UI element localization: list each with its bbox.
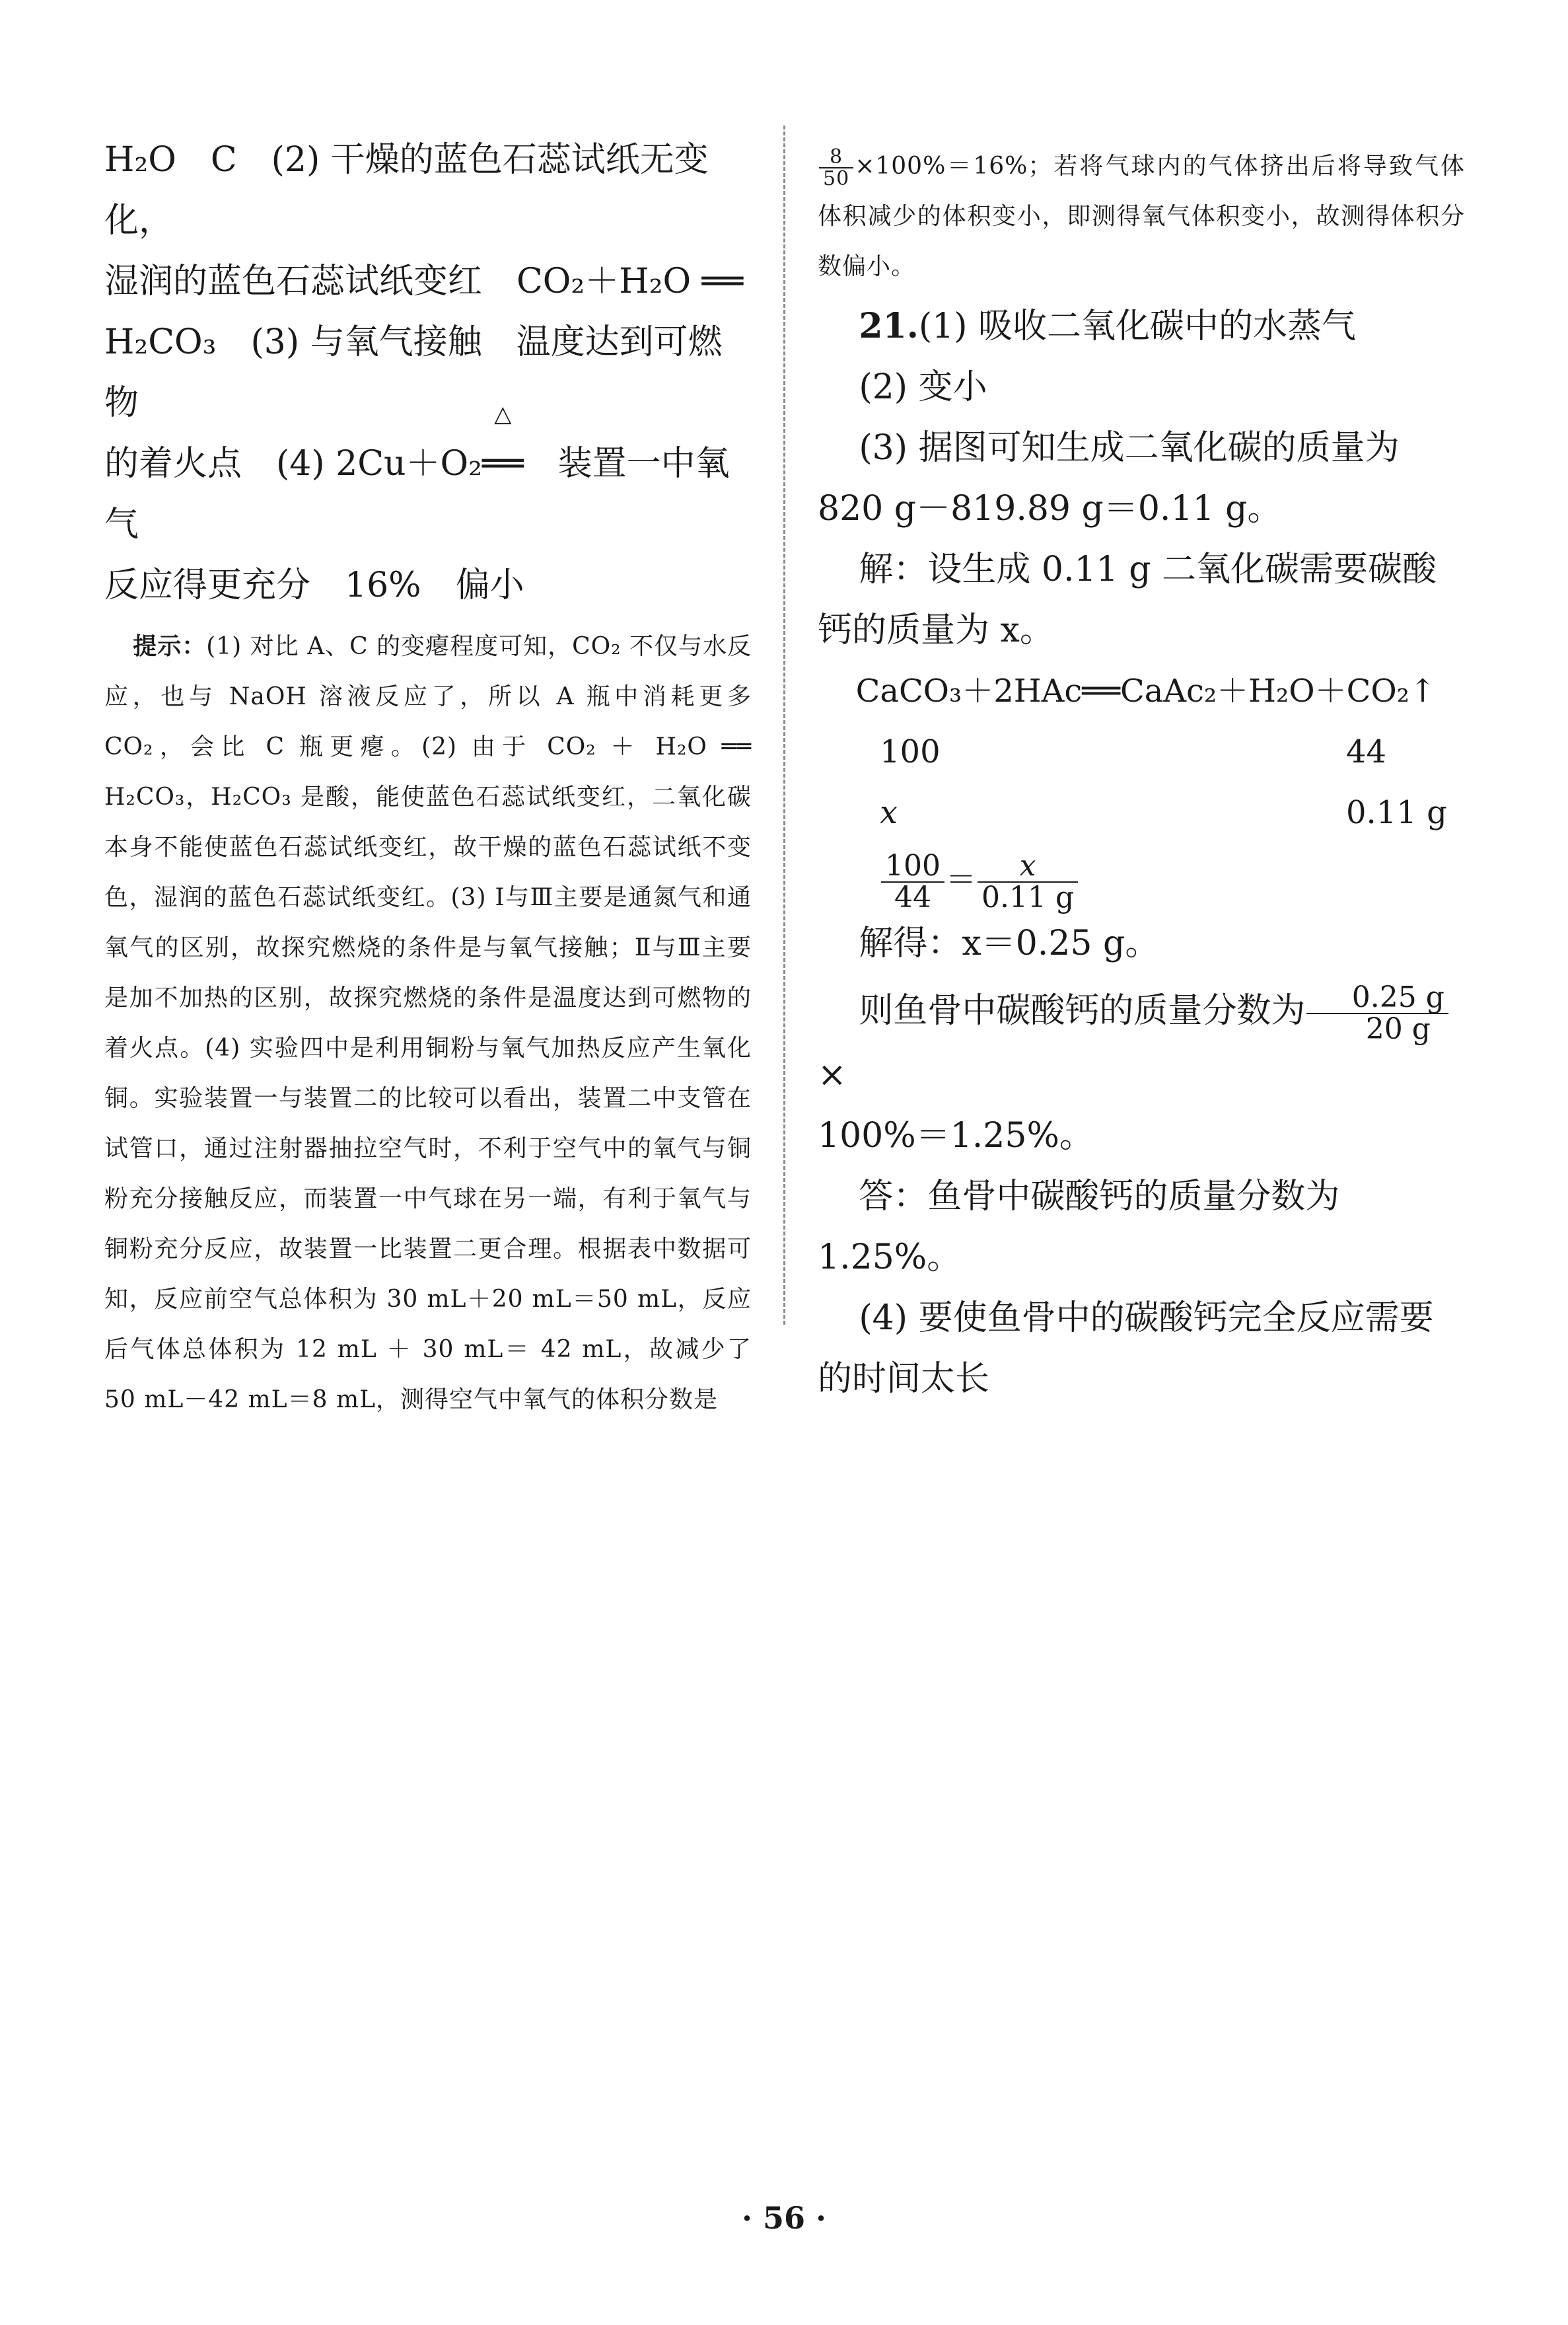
question-number: 21. bbox=[859, 306, 919, 346]
ratio-row-2 bbox=[818, 782, 1465, 843]
continued-hint bbox=[818, 141, 1465, 292]
q21-part-4: (4) 要使鱼骨中的碳酸钙完全反应需要的时间太长 bbox=[818, 1298, 1434, 1399]
right-column bbox=[818, 141, 1465, 1409]
fraction-denominator: 50 bbox=[823, 167, 850, 190]
proportion-right-den: 0.11 g bbox=[981, 881, 1075, 915]
mass-fraction-result: 100%＝1.25%。 bbox=[818, 1116, 1094, 1156]
heating-triangle-icon: △ bbox=[494, 401, 512, 427]
left-column bbox=[104, 129, 752, 1425]
proportion bbox=[818, 851, 1465, 913]
q21-part-1 bbox=[818, 296, 1465, 357]
continued-hint-text: ×100%＝16%；若将气球内的气体挤出后将导致气体体积减少的体积变小，即测得氧气体积变小，故测得体积分数偏小。 bbox=[818, 153, 1465, 280]
proportion-left bbox=[881, 851, 944, 913]
proportion-right bbox=[978, 851, 1078, 913]
answer-line-3: H₂CO₃ (3) 与氧气接触 温度达到可燃物 bbox=[104, 322, 723, 423]
ratio-left-2: x bbox=[880, 794, 898, 831]
hint-label: 提示： bbox=[133, 632, 207, 660]
hint-text: (1) 对比 A、C 的变瘪程度可知，CO₂ 不仅与水反应，也与 NaOH 溶液反应了，所以 A 瓶中消耗更多 CO₂，会比 C 瓶更瘪。(2) 由于 CO₂ ＋ H₂O ══ H₂CO₃，H₂CO₃ 是酸，能使蓝色石蕊试纸变红，二氧化碳本身不能使蓝色石蕊试纸变红，故干燥的蓝色石蕊试纸不变色，湿润的蓝色石蕊试纸变红。(3) Ⅰ与Ⅲ主要是通氮气和通氧气的区别，故探究燃烧的条件是与氧气接触；Ⅱ与Ⅲ主要是加不加热的区别，故探究燃烧的条件是温度达到可燃物的着火点。(4) 实验四中是利用铜粉与氧气加热反应产生氧化铜。实验装置一与装置二的比较可以看出，装置二中支管在试管口，通过注射器抽拉空气时，不利于空气中的氧气与铜粉充分接触反应，而装置一中气球在另一端，有利于氧气与铜粉充分反应，故装置一比装置二更合理。根据表中数据可知，反应前空气总体积为 30 mL＋20 mL＝50 mL，反应后气体总体积为 12 mL ＋ 30 mL＝ 42 mL，故减少了 50 mL－42 mL＝8 mL，测得空气中氧气的体积分数是 bbox=[104, 633, 752, 1413]
mass-fraction-num: 0.25 g bbox=[1306, 982, 1448, 1014]
heating-equals-sign bbox=[482, 401, 524, 494]
heating-eq: ══ bbox=[482, 444, 524, 484]
answer-line-1: H₂O C (2) 干燥的蓝色石蕊试纸无变化， bbox=[104, 140, 709, 240]
fraction-numerator: 8 bbox=[819, 147, 853, 169]
multiply-sign: × bbox=[818, 1055, 847, 1095]
ratio-row-1 bbox=[818, 721, 1465, 782]
mass-fraction-value bbox=[1306, 982, 1448, 1045]
mass-fraction-text: 则鱼骨中碳酸钙的质量分数为 bbox=[859, 991, 1306, 1031]
column-divider bbox=[783, 126, 785, 1325]
q21-part-2: (2) 变小 bbox=[859, 367, 987, 407]
solve-intro: 解：设生成 0.11 g 二氧化碳需要碳酸钙的质量为 x。 bbox=[818, 550, 1437, 650]
fraction-8-50 bbox=[819, 147, 853, 190]
mass-fraction bbox=[818, 980, 1465, 1105]
hint-paragraph bbox=[104, 621, 752, 1425]
answer-line-4 bbox=[104, 401, 752, 555]
answer-line-4-text-b: 装置一中氧气 bbox=[104, 444, 730, 544]
proportion-right-num: x bbox=[978, 851, 1078, 883]
proportion-left-num: 100 bbox=[881, 851, 944, 883]
page-number: · 56 · bbox=[741, 2200, 827, 2236]
answer-line-5: 反应得更充分 16% 偏小 bbox=[104, 566, 524, 605]
final-answer: 答：鱼骨中碳酸钙的质量分数为 1.25%。 bbox=[818, 1177, 1340, 1278]
mass-fraction-den: 20 g bbox=[1365, 1012, 1431, 1046]
answer-line-4-text-a: 的着火点 (4) 2Cu＋O₂ bbox=[104, 444, 483, 484]
proportion-equals: ＝ bbox=[945, 862, 976, 898]
solution: 解得：x＝0.25 g。 bbox=[859, 924, 1160, 964]
ratio-right-1: 44 bbox=[1346, 733, 1387, 770]
proportion-left-den: 44 bbox=[894, 881, 931, 915]
chemical-equation: CaCO₃＋2HAc══CaAc₂＋H₂O＋CO₂↑ bbox=[855, 673, 1437, 710]
ratio-right-2: 0.11 g bbox=[1346, 794, 1447, 831]
q21-part-3: (3) 据图可知生成二氧化碳的质量为 820 g－819.89 g＝0.11 g。 bbox=[818, 428, 1400, 529]
q21-part-1-text: (1) 吸收二氧化碳中的水蒸气 bbox=[918, 307, 1357, 346]
answer-line-2: 湿润的蓝色石蕊试纸变红 CO₂＋H₂O ══ bbox=[104, 262, 744, 301]
ratio-left-1: 100 bbox=[880, 733, 941, 770]
